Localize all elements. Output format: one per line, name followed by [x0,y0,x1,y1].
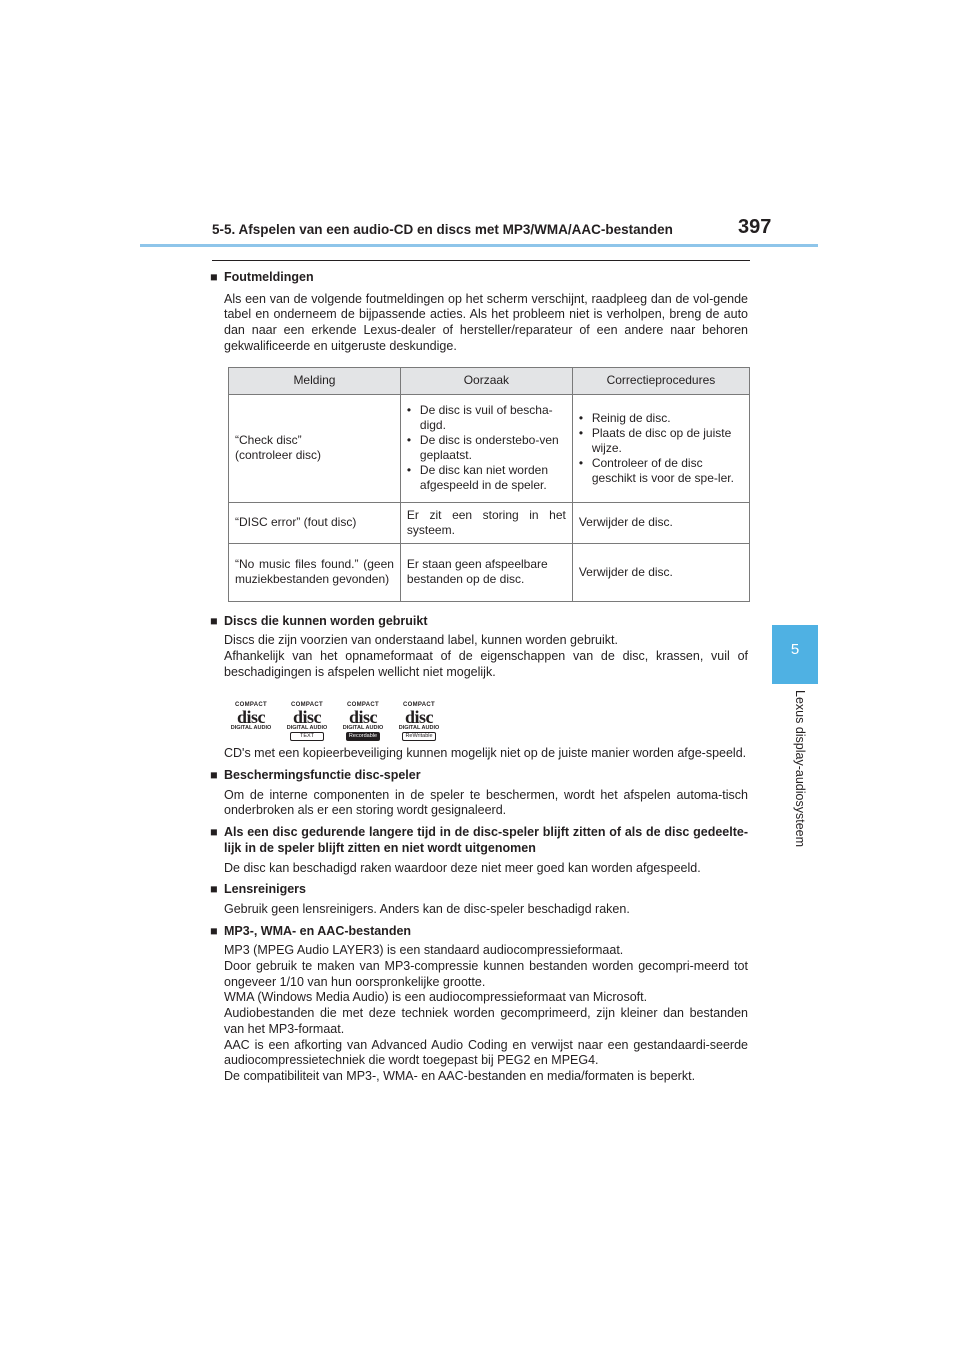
section-text: Als een van de volgende foutmeldingen op het scherm verschijnt, raadpleeg dan de vol-gende tabel en onderneem de bijpassende acties. Als het probleem niet is verholpen, breng de auto dan naar een erkende Lexus-dealer of hersteller/reparateur of een andere naar behoren gekwalificeerde en uitgeruste deskundige. [224,291,748,353]
melding-text: “Check disc” [235,433,302,448]
list-item: • Controleer of de disc geschikt is voor de spe-ler. [579,456,743,486]
section-text: De disc kan beschadigd raken waardoor deze niet meer goed kan worden afgespeeld. [224,860,701,875]
logo-bottom-text: DIGITAL AUDIO [286,725,328,732]
logo-disc-word: disc [292,707,321,728]
header-rule [140,244,818,247]
section-marker-icon: ■ [210,825,218,840]
section-text: Door gebruik te maken van MP3-compressie kunnen bestanden worden gecompri-meerd tot ongeveer 1/10 van hun oorspronkelijke grootte. [224,959,748,989]
logo-bottom-text: DIGITAL AUDIO [398,725,440,732]
section-text: Afhankelijk van het opnameformaat of de eigenschappen van de disc, krassen, vuil of beschadigingen is afspelen wellicht niet mogelijk. [224,648,748,679]
section-text: CD's met een kopieerbeveiliging kunnen mogelijk niet op de juiste manier worden afge-speeld. [224,746,747,761]
section-text: De compatibiliteit van MP3-, WMA- en AAC-bestanden en media/formaten is beperkt. [224,1068,696,1083]
melding-text-translation: (controleer disc) [235,448,322,463]
table-row [229,543,750,601]
section-lensreinigers [210,882,748,917]
section-bescherming [210,768,748,819]
section-marker-icon: ■ [210,882,218,897]
chapter-header: 5-5. Afspelen van een audio-CD en discs met MP3/WMA/AAC-bestanden [212,222,673,237]
table-row [229,502,750,543]
logo-tag: Recordable [346,732,380,741]
section-title: Als een disc gedurende langere tijd in de disc-speler blijft zitten of als de disc gedeelte-lijk in de speler blijft zitten en niet wordt uitgenomen [224,825,748,855]
chapter-tab-number: 5 [790,641,800,658]
table-header-melding: Melding [229,367,401,394]
section-marker-icon: ■ [210,768,218,783]
compact-disc-recordable-logo [340,702,386,740]
logo-top-text: COMPACT [403,702,435,709]
logo-top-text: COMPACT [291,702,323,709]
list-item: • De disc is vuil of bescha-digd. [407,403,566,433]
logo-bottom-text: DIGITAL AUDIO [230,725,272,732]
section-text: MP3 (MPEG Audio LAYER3) is een standaard audiocompressieformaat. [224,943,624,958]
section-discs [210,614,748,763]
table-cell-correctie: Verwijder de disc. [572,502,749,543]
table-cell-melding: “No music files found.” (geen muziekbestanden gevonden) [229,543,401,601]
table-cell-melding [229,394,401,502]
section-text: Gebruik geen lensreinigers. Anders kan de disc-speler beschadigd raken. [224,901,630,916]
content-rule [212,260,750,261]
section-text: Om de interne componenten in de speler te beschermen, wordt het afspelen automa-tisch onderbroken als er een storing wordt gesignaleerd. [224,787,748,818]
section-title: Beschermingsfunctie disc-speler [224,768,421,783]
section-marker-icon: ■ [210,270,218,284]
logo-top-text: COMPACT [235,702,267,709]
table-row [229,394,750,502]
table-cell-correctie [572,394,749,502]
section-title: Foutmeldingen [224,270,314,284]
page-number: 397 [738,216,772,238]
logo-disc-word: disc [348,707,377,728]
table-cell-oorzaak [400,394,572,502]
section-vastzitten [210,825,748,876]
list-item: • De disc is onderstebo-ven geplaatst. [407,433,566,463]
section-text: Discs die zijn voorzien van onderstaand label, kunnen worden gebruikt. [224,633,618,648]
section-marker-icon: ■ [210,613,218,628]
disc-logos [228,694,748,740]
section-text: AAC is een afkorting van Advanced Audio Coding en verwijst naar een gestandaardi-seerde audiocompressietechniek die wordt toegepast bij PEG2 en MPEG4. [224,1037,748,1068]
logo-disc-word: disc [404,707,433,728]
section-title: Lensreinigers [224,882,306,897]
compact-disc-text-logo [284,702,330,740]
table-cell-oorzaak: Er zit een storing in het systeem. [400,502,572,543]
list-item: • Reinig de disc. [579,411,743,426]
section-bestanden [210,924,748,1085]
logo-tag: TEXT [290,732,324,741]
chapter-tab-rule [772,683,818,684]
list-item: • Plaats de disc op de juiste wijze. [579,426,743,456]
section-title: MP3-, WMA- en AAC-bestanden [224,923,412,938]
logo-bottom-text: DIGITAL AUDIO [342,725,384,732]
section-foutmeldingen [210,270,748,602]
section-marker-icon: ■ [210,923,218,938]
error-table [228,367,750,602]
compact-disc-logo [228,702,274,734]
section-text: WMA (Windows Media Audio) is een audiocompressieformaat van Microsoft. [224,990,648,1005]
table-header-correctie: Correctieprocedures [572,367,749,394]
table-cell-correctie: Verwijder de disc. [572,543,749,601]
logo-tag: ReWritable [402,732,436,741]
chapter-tab [772,625,818,683]
page-content [210,270,748,1085]
table-cell-oorzaak: Er staan geen afspeelbare bestanden op de disc. [400,543,572,601]
section-title: Discs die kunnen worden gebruikt [224,613,428,628]
table-cell-melding: “DISC error” (fout disc) [229,502,401,543]
list-item: • De disc kan niet worden afgespeeld in de speler. [407,463,566,493]
compact-disc-rewritable-logo [396,702,442,740]
section-text: Audiobestanden die met deze techniek worden gecomprimeerd, zijn kleiner dan bestanden van het MP3-formaat. [224,1006,748,1036]
logo-disc-word: disc [236,707,265,728]
table-header-oorzaak: Oorzaak [400,367,572,394]
logo-top-text: COMPACT [347,702,379,709]
chapter-tab-label: Lexus display-audiosysteem [793,690,807,848]
